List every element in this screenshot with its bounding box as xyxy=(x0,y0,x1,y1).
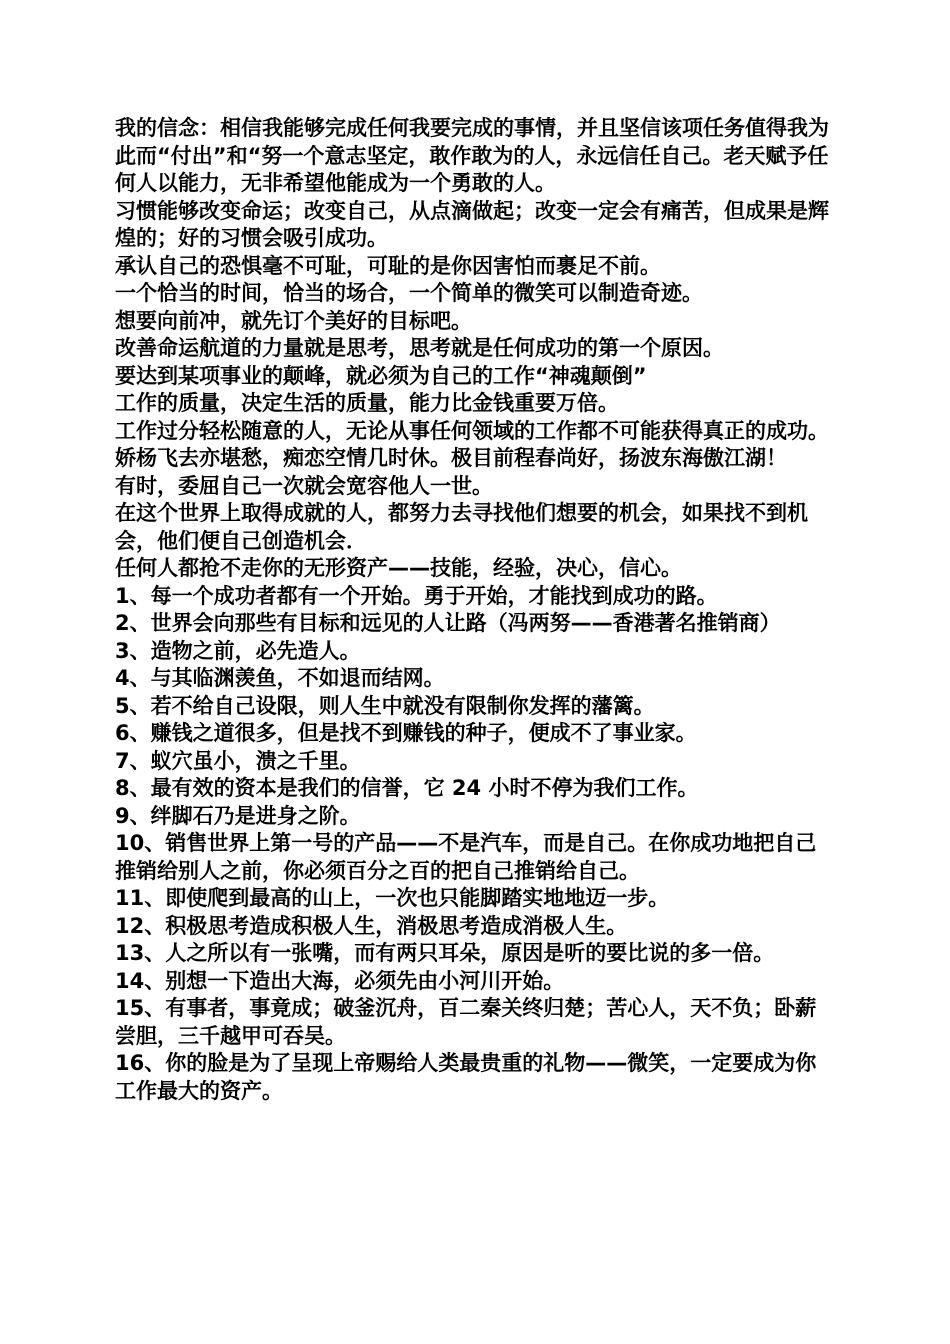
paragraph-thinking: 改善命运航道的力量就是思考，思考就是任何成功的第一个原因。 xyxy=(115,336,724,360)
list-item-11: 11、即使爬到最高的山上，一次也只能脚踏实地地迈一步。 xyxy=(115,886,670,910)
list-item-6: 6、赚钱之道很多，但是找不到赚钱的种子，便成不了事业家。 xyxy=(115,721,697,745)
paragraph-goal: 想要向前冲，就先订个美好的目标吧。 xyxy=(115,308,472,333)
paragraph-grievance: 有时，委屈自己一次就会宽容他人一世。 xyxy=(115,473,493,498)
list-item-13: 13、人之所以有一张嘴，而有两只耳朵，原因是听的要比说的多一倍。 xyxy=(115,941,775,965)
list-item-5: 5、若不给自己设限，则人生中就没有限制你发挥的藩篱。 xyxy=(115,693,655,718)
paragraph-smile: 一个恰当的时间，恰当的场合，一个简单的微笑可以制造奇迹。 xyxy=(115,281,703,305)
paragraph-work-ease: 工作过分轻松随意的人，无论从事任何领域的工作都不可能获得真正的成功。 xyxy=(115,418,829,443)
list-item-15: 15、有事者，事竟成；破釜沉舟，百二秦关终归楚；苦心人，天不负；卧薪尝胆，三千越甲可吞吴。 xyxy=(115,996,817,1048)
paragraph-poem: 娇杨飞去亦堪愁，痴恋空情几时休。极目前程春尚好，扬波东海傲江湖！ xyxy=(115,446,787,470)
paragraph-habit: 习惯能够改变命运；改变自己，从点滴做起；改变一定会有痛苦，但成果是辉煌的；好的习惯会吸引成功。 xyxy=(115,198,829,250)
paragraph-belief: 我的信念：相信我能够完成任何我要完成的事情，并且坚信该项任务值得我为此而“付出”和“努一个意志坚定，敢作敢为的人，永远信任自己。老天赋予任何人以能力，无非希望他能成为一个勇敢的人。 xyxy=(115,116,829,195)
list-item-16: 16、你的脸是为了呈现上帝赐给人类最贵重的礼物——微笑，一定要成为你工作最大的资产。 xyxy=(115,1051,817,1103)
paragraph-work-quality: 工作的质量，决定生活的质量，能力比金钱重要万倍。 xyxy=(115,391,619,415)
list-item-8: 8、最有效的资本是我们的信誉，它 24 小时不停为我们工作。 xyxy=(115,776,699,800)
list-item-2: 2、世界会向那些有目标和远见的人让路（冯两努——香港著名推销商） xyxy=(115,611,781,635)
document-body xyxy=(115,115,835,1105)
list-item-4: 4、与其临渊羡鱼，不如退而结网。 xyxy=(115,666,445,690)
list-item-12: 12、积极思考造成积极人生，消极思考造成消极人生。 xyxy=(115,913,628,938)
paragraph-assets: 任何人都抢不走你的无形资产——技能，经验，决心，信心。 xyxy=(115,556,682,580)
list-item-7: 7、蚁穴虽小，溃之千里。 xyxy=(115,748,361,773)
list-item-3: 3、造物之前，必先造人。 xyxy=(115,638,361,663)
list-item-14: 14、别想一下造出大海，必须先由小河川开始。 xyxy=(115,968,565,993)
list-item-10: 10、销售世界上第一号的产品——不是汽车，而是自己。在你成功地把自己推销给别人之前，你必须百分之百的把自己推销给自己。 xyxy=(115,831,817,883)
list-item-1: 1、每一个成功者都有一个开始。勇于开始，才能找到成功的路。 xyxy=(115,583,718,608)
paragraph-fear: 承认自己的恐惧毫不可耻，可耻的是你因害怕而裹足不前。 xyxy=(115,253,661,278)
list-item-9: 9、绊脚石乃是进身之阶。 xyxy=(115,803,361,828)
paragraph-peak: 要达到某项事业的颠峰，就必须为自己的工作“神魂颠倒” xyxy=(115,363,647,388)
paragraph-opportunity: 在这个世界上取得成就的人，都努力去寻找他们想要的机会，如果找不到机会，他们便自己创造机会． xyxy=(115,501,808,553)
